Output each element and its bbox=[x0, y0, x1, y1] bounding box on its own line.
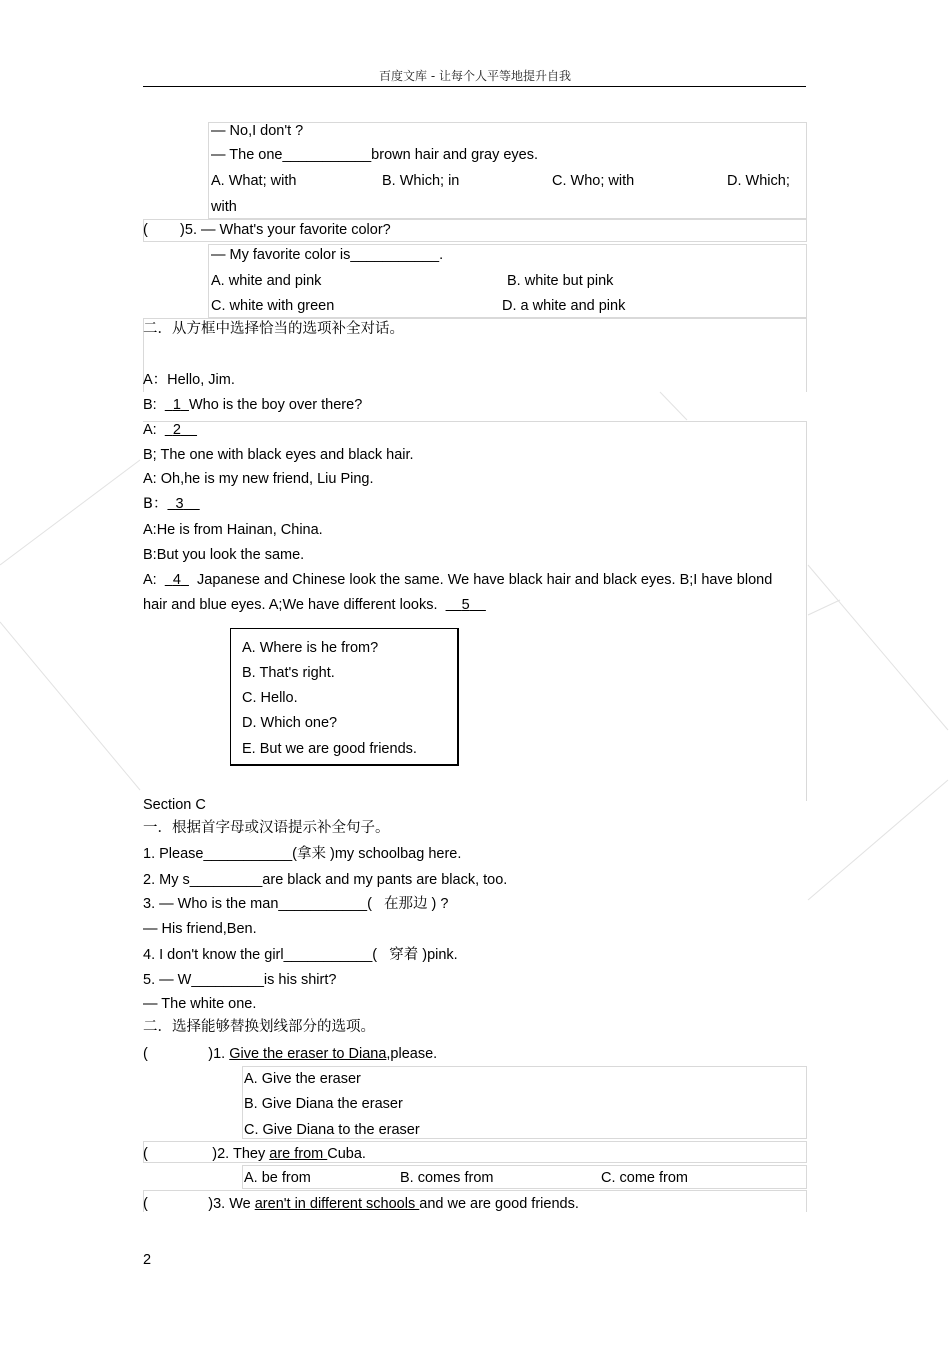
q5-answer-line: — My favorite color is___________. bbox=[211, 247, 444, 263]
dialogue-line-9: A: 4 Japanese and Chinese look the same. We have black hair and black eyes. B;I have blond bbox=[143, 572, 773, 588]
dialogue-line-4: B; The one with black eyes and black hair. bbox=[143, 447, 414, 463]
r1-option-c: C. Give Diana to the eraser bbox=[244, 1122, 420, 1138]
q5-option-c: C. white with green bbox=[211, 298, 335, 314]
q4-option-c: C. Who; with bbox=[552, 173, 635, 189]
blank-4: 4 bbox=[172, 572, 181, 588]
q5-option-a: A. white and pink bbox=[211, 273, 322, 289]
r1-option-b: B. Give Diana the eraser bbox=[244, 1096, 403, 1112]
dialogue-line-5: A: Oh,he is my new friend, Liu Ping. bbox=[143, 471, 374, 487]
dialogue-line-10: hair and blue eyes. A;We have different looks. 5 bbox=[143, 596, 486, 614]
r2-option-c: C. come from bbox=[601, 1170, 689, 1186]
sentence-3: 3. — Who is the man___________( 在那边 ) ? bbox=[143, 896, 449, 912]
blank-5: 5 bbox=[461, 597, 470, 613]
r2-underlined: are from bbox=[269, 1146, 328, 1162]
dialogue-option-d: D. Which one? bbox=[242, 715, 338, 731]
dialogue-option-e: E. But we are good friends. bbox=[242, 741, 417, 757]
dialogue-line-2: B: 1 Who is the boy over there? bbox=[143, 397, 363, 413]
dialogue-option-b: B. That's right. bbox=[242, 665, 335, 681]
sentence-5-reply: — The white one. bbox=[143, 996, 257, 1012]
page-header: 百度文库 - 让每个人平等地提升自我 bbox=[379, 69, 571, 83]
section-c-part1-title: 一．根据首字母或汉语提示补全句子。 bbox=[143, 820, 390, 836]
r3-stem: ( )3. We aren't in different schools and we are good friends. bbox=[143, 1196, 579, 1212]
sentence-5: 5. — W_________is his shirt? bbox=[143, 972, 337, 988]
dialogue-line-3: A: 2 bbox=[143, 421, 197, 439]
dialogue-options-box bbox=[230, 628, 459, 766]
r2-stem: ( )2. They are from Cuba. bbox=[143, 1146, 366, 1162]
q4-option-d-wrap: with bbox=[211, 199, 237, 215]
r3-underlined: aren't in different schools bbox=[254, 1196, 420, 1212]
dialogue-option-a: A. Where is he from? bbox=[242, 640, 379, 656]
sentence-3-reply: — His friend,Ben. bbox=[143, 921, 257, 937]
q4-question: — The one___________brown hair and gray eyes. bbox=[211, 147, 539, 163]
r1-option-a: A. Give the eraser bbox=[244, 1071, 361, 1087]
blank-3: 3 bbox=[175, 496, 184, 512]
part2-title: 二．从方框中选择恰当的选项补全对话。 bbox=[143, 321, 404, 337]
q4-reply: — No,I don't ? bbox=[211, 123, 304, 139]
r2-options-box bbox=[242, 1165, 807, 1189]
header-rule bbox=[143, 86, 806, 87]
sentence-2: 2. My s_________are black and my pants are black, too. bbox=[143, 872, 508, 888]
dialogue-line-1: A：Hello, Jim. bbox=[143, 372, 235, 388]
q5-option-b: B. white but pink bbox=[507, 273, 614, 289]
q4-option-d: D. Which; bbox=[727, 173, 790, 189]
q4-option-b: B. Which; in bbox=[382, 173, 460, 189]
dialogue-line-7: A:He is from Hainan, China. bbox=[143, 522, 323, 538]
q5-option-d: D. a white and pink bbox=[502, 298, 626, 314]
r1-stem: ( )1. Give the eraser to Diana,please. bbox=[143, 1046, 438, 1062]
q5-stem: ( )5. — What's your favorite color? bbox=[143, 222, 391, 238]
blank-1: 1 bbox=[172, 397, 181, 413]
dialogue-line-8: B:But you look the same. bbox=[143, 547, 305, 563]
section-c-part2-title: 二．选择能够替换划线部分的选项。 bbox=[143, 1019, 375, 1035]
sentence-4: 4. I don't know the girl___________( 穿着 )pink. bbox=[143, 947, 458, 963]
dialogue-option-c: C. Hello. bbox=[242, 690, 298, 706]
r1-underlined: Give the eraser to Diana bbox=[229, 1046, 387, 1062]
r2-option-a: A. be from bbox=[244, 1170, 311, 1186]
section-c-title: Section C bbox=[143, 797, 206, 813]
q4-option-a: A. What; with bbox=[211, 173, 297, 189]
r2-option-b: B. comes from bbox=[400, 1170, 494, 1186]
page-number: 2 bbox=[143, 1252, 152, 1268]
dialogue-line-6: B： 3 bbox=[143, 495, 200, 513]
blank-2: 2 bbox=[172, 422, 181, 438]
sentence-1: 1. Please___________(拿来 )my schoolbag here. bbox=[143, 846, 462, 862]
